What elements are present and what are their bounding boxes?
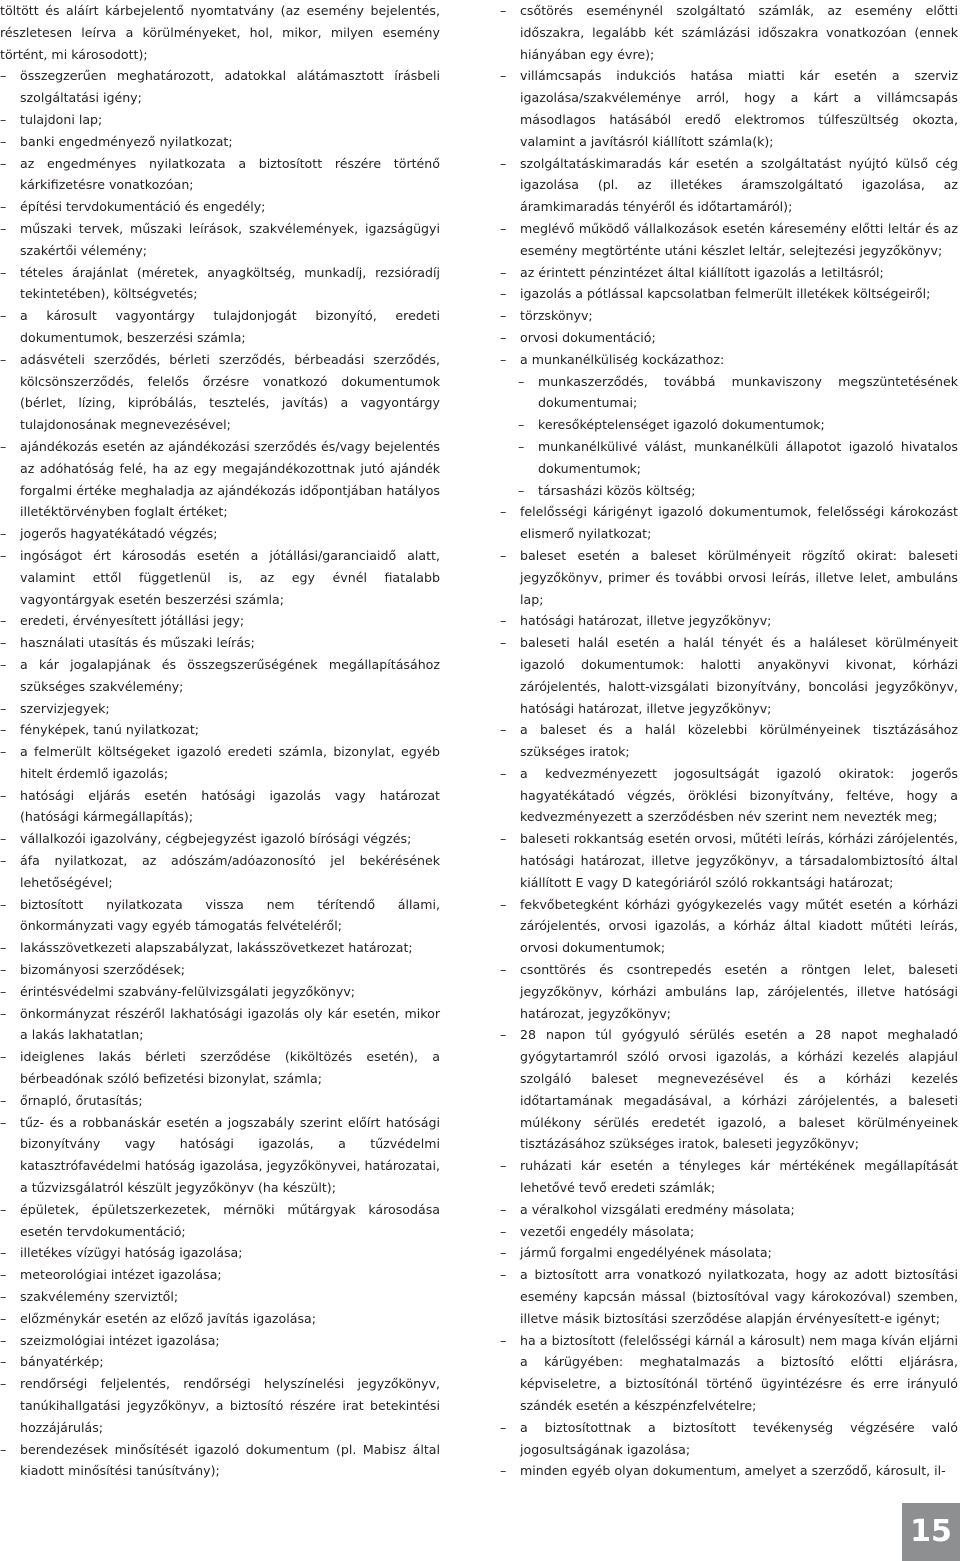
list-item: – a kár jogalapjának és összegszerűségének megállapításához szükséges szakvélemény;	[0, 654, 440, 698]
list-item: – minden egyéb olyan dokumentum, amelyet a szerződő, károsult, il-	[500, 1460, 958, 1482]
list-item: – érintésvédelmi szabvány-felülvizsgálati jegyzőkönyv;	[0, 981, 440, 1003]
left-column	[0, 0, 440, 1482]
list-item: – szakvélemény szerviztől;	[0, 1286, 440, 1308]
list-item: – fényképek, tanú nyilatkozat;	[0, 719, 440, 741]
list-item: – tűz- és a robbanáskár esetén a jogszabály szerint előírt hatósági bizonyítvány vagy hatósági igazolás, a tűzvédelmi katasztrófavédelmi hatóság igazolása, jegyzőkönyvei, határozatai, a tűzvizsgálatról készült jegyzőkönyv (ha készült);	[0, 1112, 440, 1199]
right-sub-list	[500, 371, 958, 502]
list-item: – orvosi dokumentáció;	[500, 327, 958, 349]
list-item: – biztosított nyilatkozata vissza nem térítendő állami, önkormányzati vagy egyéb támogatás felvételéről;	[0, 894, 440, 938]
list-item: – csőtörés eseménynél szolgáltató számlák, az esemény előtti időszakra, legalább két számlázási időszakra vonatkozóan (ennek hiányában egy évre);	[500, 0, 958, 65]
sub-list-item: – keresőképtelenséget igazoló dokumentumok;	[500, 414, 958, 436]
page-number: 15	[902, 1503, 960, 1561]
list-item: – vezetői engedély másolata;	[500, 1221, 958, 1243]
list-item: – a biztosítottnak a biztosított tevékenység végzésére való jogosultságának igazolása;	[500, 1417, 958, 1461]
list-item: – a munkanélküliség kockázathoz:	[500, 349, 958, 371]
list-item: – összegzerűen meghatározott, adatokkal alátámasztott írásbeli szolgáltatási igény;	[0, 65, 440, 109]
list-item: – törzskönyv;	[500, 305, 958, 327]
list-item: – ha a biztosított (felelősségi kárnál a károsult) nem maga kíván eljárni a kárügyében: meghatalmazás a biztosító előtti eljárásra, képviseletre, a biztosítónál történő ügyintézésre és erre irányuló szándék esetén a készpénzfelvételre;	[500, 1330, 958, 1417]
right-item-list-before	[500, 0, 958, 371]
right-column	[500, 0, 958, 1482]
list-item: – a károsult vagyontárgy tulajdonjogát bizonyító, eredeti dokumentumok, beszerzési számla;	[0, 305, 440, 349]
list-item: – eredeti, érvényesített jótállási jegy;	[0, 610, 440, 632]
list-item: – felelősségi kárigényt igazoló dokumentumok, felelősségi károkozást elismerő nyilatkozat;	[500, 501, 958, 545]
list-item: – az engedményes nyilatkozata a biztosított részére történő kárkifizetésre vonatkozóan;	[0, 153, 440, 197]
sub-list-item: – munkaszerződés, továbbá munkaviszony megszüntetésének dokumentumai;	[500, 371, 958, 415]
list-item: – használati utasítás és műszaki leírás;	[0, 632, 440, 654]
list-item: – hatósági határozat, illetve jegyzőkönyv;	[500, 610, 958, 632]
list-item: – szervizjegyek;	[0, 698, 440, 720]
list-item: – igazolás a pótlással kapcsolatban felmerült illetékek költségeiről;	[500, 283, 958, 305]
list-item: – ingóságot ért károsodás esetén a jótállási/garanciaidő alatt, valamint ettől függetlenül is, az egy évnél fiatalabb vagyontárgyak esetén beszerzési számla;	[0, 545, 440, 610]
list-item: – berendezések minősítését igazoló dokumentum (pl. Mabisz által kiadott minősítési tanúsítvány);	[0, 1439, 440, 1483]
list-item: – bányatérkép;	[0, 1351, 440, 1373]
list-item: – szolgáltatáskimaradás kár esetén a szolgáltatást nyújtó külső cég igazolása (pl. az illetékes áramszolgáltató igazolása, az áramkimaradás tényéről és időtartamáról);	[500, 153, 958, 218]
list-item: – fekvőbetegként kórházi gyógykezelés vagy műtét esetén a kórházi zárójelentés, orvosi igazolás, a kórház által kiadott műtéti leírás, orvosi dokumentumok;	[500, 894, 958, 959]
list-item: – bizományosi szerződések;	[0, 959, 440, 981]
list-item: – jogerős hagyatékátadó végzés;	[0, 523, 440, 545]
list-item: – a kedvezményezett jogosultságát igazoló okiratok: jogerős hagyatékátadó végzés, öröklési bizonyítvány, feltéve, hogy a kedvezményezett a szerződésben név szerint nem nevezték meg;	[500, 763, 958, 828]
list-item: – baleset esetén a baleset körülményeit rögzítő okirat: baleseti jegyzőkönyv, primer és további orvosi leírás, illetve lelet, ambuláns lap;	[500, 545, 958, 610]
list-item: – vállalkozói igazolvány, cégbejegyzést igazoló bírósági végzés;	[0, 828, 440, 850]
list-item: – ajándékozás esetén az ajándékozási szerződés és/vagy bejelentés az adóhatóság felé, ha az egy megajándékozottnak jutó ajándék forgalmi értéke meghaladja az ajándékozás időpontjában hatályos illetéktörvényben foglalt értéket;	[0, 436, 440, 523]
list-item: – adásvételi szerződés, bérleti szerződés, bérbeadási szerződés, kölcsönszerződés, felelős őrzésre vonatkozó dokumentumok (bérlet, lízing, kipróbálás, tesztelés, javítás) a vagyontárgy tulajdonosának megnevezésével;	[0, 349, 440, 436]
list-item: – villámcsapás indukciós hatása miatti kár esetén a szerviz igazolása/szakvéleménye arról, hogy a kárt a villámcsapás másodlagos hatásából eredő elektromos túlfeszültség okozta, valamint a javításról kiállított számla(k);	[500, 65, 958, 152]
sub-list-item: – munkanélkülivé válást, munkanélküli állapotot igazoló hivatalos dokumentumok;	[500, 436, 958, 480]
list-item: – műszaki tervek, műszaki leírások, szakvélemények, igazságügyi szakértői vélemény;	[0, 218, 440, 262]
list-item-continuation: töltött és aláírt kárbejelentő nyomtatvány (az esemény bejelentés, részletesen leírva a körülményeket, hol, mikor, milyen esemény történt, mi károsodott);	[0, 3, 440, 62]
list-item: – az érintett pénzintézet által kiállított igazolás a letiltásról;	[500, 262, 958, 284]
list-item: – őrnapló, őrutasítás;	[0, 1090, 440, 1112]
list-item: – a véralkohol vizsgálati eredmény másolata;	[500, 1199, 958, 1221]
list-item: – lakásszövetkezeti alapszabályzat, lakásszövetkezet határozat;	[0, 937, 440, 959]
list-item: – áfa nyilatkozat, az adószám/adóazonosító jel bekérésének lehetőségével;	[0, 850, 440, 894]
list-item: – baleseti halál esetén a halál tényét és a haláleset körülményeit igazoló dokumentumok: halotti anyakönyvi kivonat, kórházi zárójelentés, halott-vizsgálati bizonyítvány, boncolási jegyzőkönyv, hatósági határozat, illetve jegyzőkönyv;	[500, 632, 958, 719]
list-item: – ruházati kár esetén a tényleges kár mértékének megállapítását lehetővé tevő eredeti számlák;	[500, 1155, 958, 1199]
list-item: – jármű forgalmi engedélyének másolata;	[500, 1242, 958, 1264]
list-item: – 28 napon túl gyógyuló sérülés esetén a 28 napot meghaladó gyógytartamról szóló orvosi igazolás, a kórházi kezelés alapjául szolgáló baleset megnevezésével és a kórházi kezelés időtartamának megadásával, a kórházi zárójelentés, a baleseti múlékony sérülés eredetét igazoló, a baleset körülményeinek tisztázásához szükséges iratok, baleseti jegyzőkönyv;	[500, 1024, 958, 1155]
list-item: – meglévő működő vállalkozások esetén káresemény előtti leltár és az esemény megtörténte utáni készlet leltár, selejtezési jegyzőkönyv;	[500, 218, 958, 262]
list-item: – banki engedményező nyilatkozat;	[0, 131, 440, 153]
list-item: – illetékes vízügyi hatóság igazolása;	[0, 1242, 440, 1264]
list-item: – a baleset és a halál közelebbi körülményeinek tisztázásához szükséges iratok;	[500, 719, 958, 763]
list-item: – épületek, épületszerkezetek, mérnöki műtárgyak károsodása esetén tervdokumentáció;	[0, 1199, 440, 1243]
list-item: – hatósági eljárás esetén hatósági igazolás vagy határozat (hatósági kármegállapítás);	[0, 785, 440, 829]
list-item: – ideiglenes lakás bérleti szerződése (kiköltözés esetén), a bérbeadónak szóló befizetési bizonylat, számla;	[0, 1046, 440, 1090]
list-item: – meteorológiai intézet igazolása;	[0, 1264, 440, 1286]
list-item: – szeizmológiai intézet igazolása;	[0, 1330, 440, 1352]
list-item: – rendőrségi feljelentés, rendőrségi helyszínelési jegyzőkönyv, tanúkihallgatási jegyzőkönyv, a biztosító részére irat betekintési hozzájárulás;	[0, 1373, 440, 1438]
list-item: – előzménykár esetén az előző javítás igazolása;	[0, 1308, 440, 1330]
list-item: – tételes árajánlat (méretek, anyagköltség, munkadíj, rezsióradíj tekintetében), költségvetés;	[0, 262, 440, 306]
list-item: – önkormányzat részéről lakhatósági igazolás oly kár esetén, mikor a lakás lakhatatlan;	[0, 1003, 440, 1047]
list-item: – a biztosított arra vonatkozó nyilatkozata, hogy az adott biztosítási esemény kapcsán mással (biztosítóval vagy károkozóval) szemben, illetve másik biztosítási szerződése alapján érvényesített-e igényt;	[500, 1264, 958, 1329]
list-item: – tulajdoni lap;	[0, 109, 440, 131]
list-item: – a felmerült költségeket igazoló eredeti számla, bizonylat, egyéb hitelt érdemlő igazolás;	[0, 741, 440, 785]
list-item: – baleseti rokkantság esetén orvosi, műtéti leírás, kórházi zárójelentés, hatósági határozat, illetve jegyzőkönyv, a társadalombiztosító által kiállított E vagy D kategóriáról szóló rokkantsági határozat;	[500, 828, 958, 893]
left-item-list	[0, 65, 440, 1482]
list-item: – csonttörés és csontrepedés esetén a röntgen lelet, baleseti jegyzőkönyv, kórházi ambuláns lap, zárójelentés, illetve hatósági határozat, jegyzőkönyv;	[500, 959, 958, 1024]
list-item: – építési tervdokumentáció és engedély;	[0, 196, 440, 218]
sub-list-item: – társasházi közös költség;	[500, 480, 958, 502]
right-item-list-after	[500, 501, 958, 1482]
